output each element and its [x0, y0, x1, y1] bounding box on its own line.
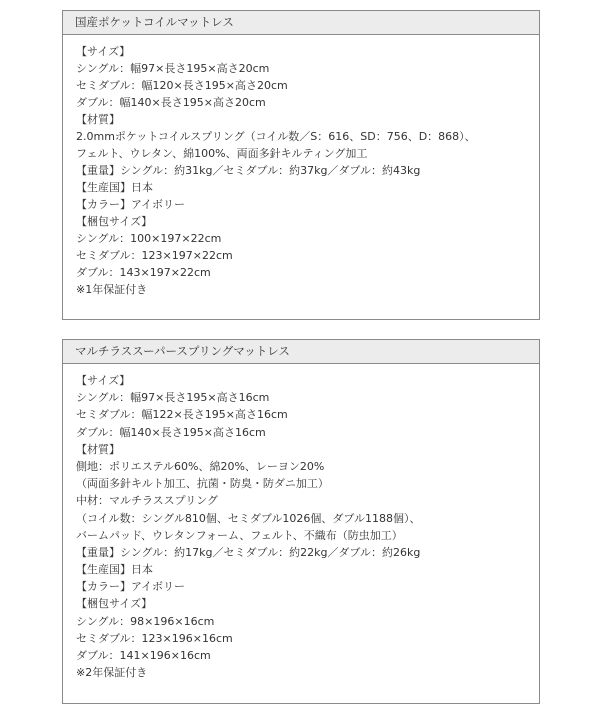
spec-line: シングル：幅97×長さ195×高さ20cm: [76, 62, 270, 75]
spec-box-pocket-coil: [62, 10, 540, 320]
spec-line: セミダブル：123×197×22cm: [76, 249, 233, 262]
spec-box-multirath-spring: [62, 339, 540, 704]
spec-body: [63, 35, 539, 298]
spec-line: セミダブル：幅120×長さ195×高さ20cm: [76, 79, 288, 92]
spec-line: ダブル：141×196×16cm: [76, 649, 211, 662]
spec-line: 中材：マルチラススプリング: [76, 494, 219, 508]
spec-weight: 【重量】シングル：約31kg／セミダブル：約37kg／ダブル：約43kg: [76, 164, 421, 177]
spec-line: セミダブル：幅122×長さ195×高さ16cm: [76, 408, 288, 422]
spec-line: シングル：98×196×16cm: [76, 614, 215, 628]
spec-line: ダブル：幅140×長さ195×高さ20cm: [76, 96, 266, 109]
spec-line: シングル：幅97×長さ195×高さ16cm: [76, 391, 270, 405]
spec-origin: 【生産国】日本: [76, 563, 153, 577]
spec-weight: 【重量】シングル：約17kg／セミダブル：約22kg／ダブル：約26kg: [76, 545, 421, 559]
spec-warranty: ※1年保証付き: [76, 283, 148, 296]
spec-line: セミダブル：123×196×16cm: [76, 631, 233, 645]
spec-line: ダブル：幅140×長さ195×高さ16cm: [76, 425, 266, 439]
spec-origin: 【生産国】日本: [76, 181, 153, 194]
spec-line: 2.0mmポケットコイルスプリング（コイル数／S：616、SD：756、D：868）、: [76, 130, 476, 143]
spec-title: マルチラススーパースプリングマットレス: [63, 340, 539, 364]
spec-body: [63, 364, 539, 681]
spec-heading-package: 【梱包サイズ】: [76, 215, 153, 228]
spec-line: （両面多針キルト加工、抗菌・防臭・防ダニ加工）: [76, 477, 329, 491]
spec-line: バームパッド、ウレタンフォーム、フェルト、不織布（防虫加工）: [76, 528, 403, 542]
spec-line: （コイル数：シングル810個、セミダブル1026個、ダブル1188個）、: [76, 511, 421, 525]
spec-line: 側地：ポリエステル60%、綿20%、レーヨン20%: [76, 459, 325, 473]
spec-color: 【カラー】アイボリー: [76, 580, 186, 594]
spec-heading-material: 【材質】: [76, 442, 120, 456]
spec-color: 【カラー】アイボリー: [76, 198, 186, 211]
spec-heading-package: 【梱包サイズ】: [76, 597, 153, 611]
spec-heading-material: 【材質】: [76, 113, 120, 126]
spec-title: 国産ポケットコイルマットレス: [63, 11, 539, 35]
spec-warranty: ※2年保証付き: [76, 666, 148, 680]
spec-line: ダブル：143×197×22cm: [76, 266, 211, 279]
spec-line: フェルト、ウレタン、綿100%、両面多針キルティング加工: [76, 147, 368, 160]
spec-heading-size: 【サイズ】: [76, 374, 131, 387]
spec-heading-size: 【サイズ】: [76, 45, 131, 58]
spec-line: シングル：100×197×22cm: [76, 232, 222, 245]
